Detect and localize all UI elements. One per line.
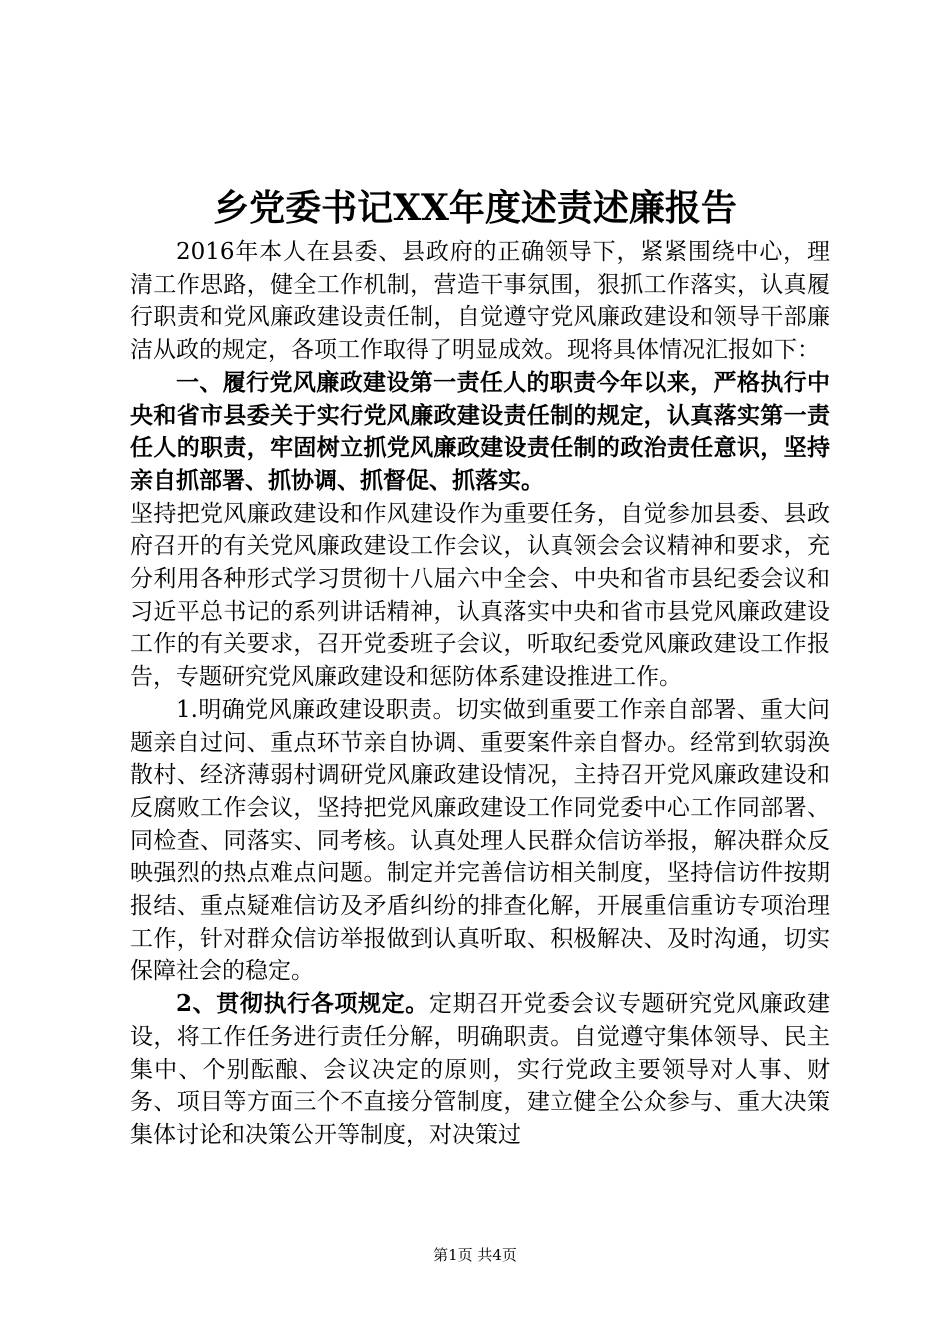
document-body — [130, 236, 830, 1152]
document-title: 乡党委书记XX年度述责述廉报告 — [213, 187, 737, 229]
section-heading-paragraph: 一、履行党风廉政建设第一责任人的职责今年以来，严格执行中央和省市县委关于实行党风廉政建设责任制的规定，认真落实第一责任人的职责，牢固树立抓党风廉政建设责任制的政治责任意识，坚持亲自抓部署、抓协调、抓督促、抓落实。 — [130, 368, 830, 494]
body-paragraph: 1.明确党风廉政建设职责。切实做到重要工作亲自部署、重大问题亲自过问、重点环节亲自协调、重要案件亲自督办。经常到软弱涣散村、经济薄弱村调研党风廉政建设情况，主持召开党风廉政建设和反腐败工作会议，坚持把党风廉政建设工作同党委中心工作同部署、同检查、同落实、同考核。认真处理人民群众信访举报，解决群众反映强烈的热点难点问题。制定并完善信访相关制度，坚持信访件按期报结、重点疑难信访及矛盾纠纷的排查化解，开展重信重访专项治理工作，针对群众信访举报做到认真听取、积极解决、及时沟通，切实保障社会的稳定。 — [130, 696, 830, 985]
body-paragraph — [130, 988, 830, 1152]
subsection-heading: 2、贯彻执行各项规定。 — [176, 990, 429, 1018]
body-paragraph: 坚持把党风廉政建设和作风建设作为重要任务，自觉参加县委、县政府召开的有关党风廉政建设工作会议，认真领会会议精神和要求，充分利用各种形式学习贯彻十八届六中全会、中央和省市县纪委会议和习近平总书记的系列讲话精神，认真落实中央和省市县党风廉政建设工作的有关要求，召开党委班子会议，听取纪委党风廉政建设工作报告，专题研究党风廉政建设和惩防体系建设推进工作。 — [130, 500, 830, 691]
intro-paragraph: 2016年本人在县委、县政府的正确领导下，紧紧围绕中心，理清工作思路，健全工作机制，营造干事氛围，狠抓工作落实，认真履行职责和党风廉政建设责任制，自觉遵守党风廉政建设和领导干部廉洁从政的规定，各项工作取得了明显成效。现将具体情况汇报如下： — [130, 239, 830, 364]
page-number-footer: 第1页 共4页 — [433, 1246, 517, 1264]
subsection-body: 定期召开党委会议专题研究党风廉政建设，将工作任务进行责任分解，明确职责。自觉遵守集体领导、民主集中、个别酝酿、会议决定的原则，实行党政主要领导对人事、财务、项目等方面三个不直接分管制度，建立健全公众参与、重大决策集体讨论和决策公开等制度，对决策过 — [130, 991, 831, 1148]
